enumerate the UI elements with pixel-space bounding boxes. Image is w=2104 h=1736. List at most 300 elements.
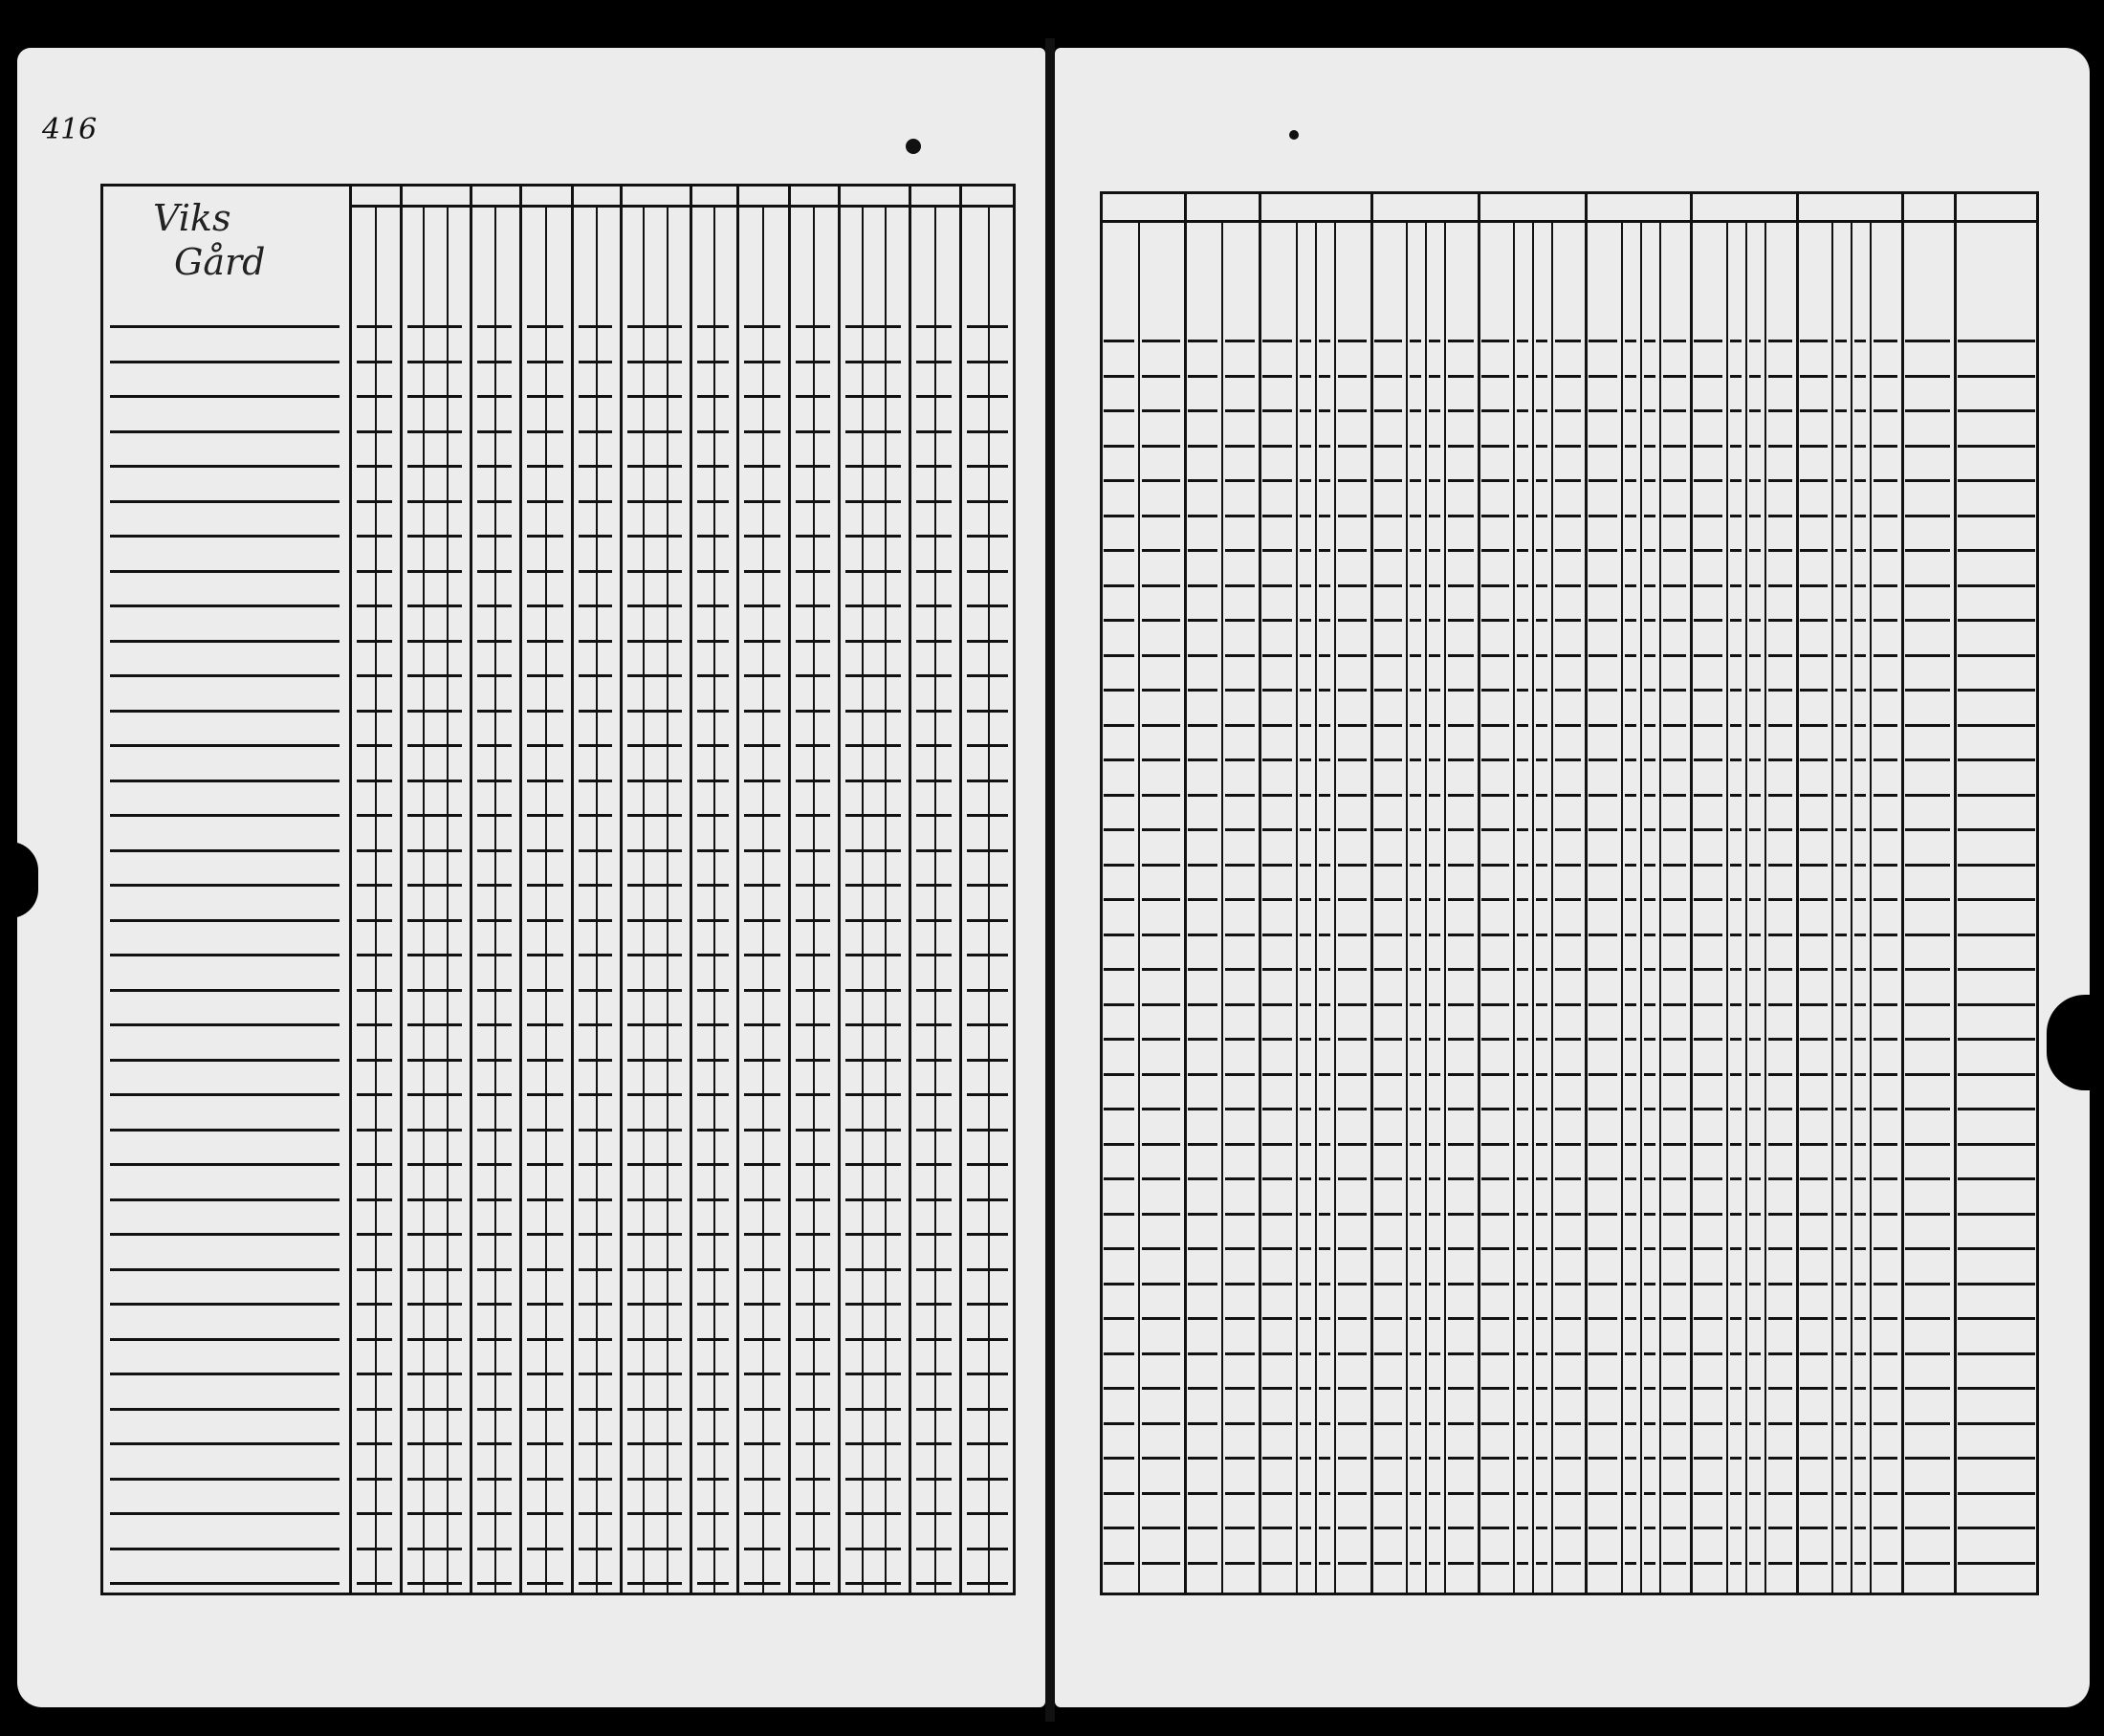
- row-rule: [1854, 1387, 1866, 1390]
- row-rule: [1958, 864, 2035, 867]
- row-rule: [845, 989, 901, 992]
- row-rule: [579, 1338, 612, 1341]
- row-rule: [916, 465, 952, 468]
- row-rule: [697, 1093, 729, 1096]
- row-rule: [1958, 724, 2035, 727]
- row-rule: [1429, 1422, 1440, 1425]
- row-rule: [1555, 409, 1581, 412]
- row-rule: [477, 1512, 512, 1515]
- row-rule: [916, 640, 952, 643]
- row-rule: [1410, 515, 1421, 517]
- row-rule: [1300, 1422, 1311, 1425]
- row-rule: [1694, 724, 1722, 727]
- row-rule: [407, 361, 462, 363]
- row-rule: [357, 1303, 392, 1306]
- row-rule: [110, 1268, 340, 1271]
- row-rule: [1142, 375, 1180, 378]
- row-rule: [1410, 1387, 1421, 1390]
- row-rule: [1338, 654, 1367, 657]
- row-rule: [967, 1512, 1008, 1515]
- row-rule: [1517, 549, 1528, 552]
- row-rule: [1319, 654, 1330, 657]
- row-rule: [1749, 654, 1761, 657]
- row-rule: [845, 919, 901, 922]
- row-rule: [1536, 828, 1547, 831]
- row-rule: [1517, 1352, 1528, 1355]
- row-rule: [1694, 794, 1722, 797]
- row-rule: [1188, 340, 1217, 342]
- row-rule: [527, 500, 563, 503]
- row-rule: [1905, 1527, 1950, 1529]
- row-rule: [1319, 340, 1330, 342]
- row-rule: [1749, 340, 1761, 342]
- subcolumn-rule: [1296, 222, 1298, 1595]
- row-rule: [1589, 409, 1617, 412]
- row-rule: [1410, 758, 1421, 761]
- row-rule: [1481, 1387, 1509, 1390]
- row-rule: [1429, 584, 1440, 587]
- row-rule: [697, 430, 729, 433]
- row-rule: [1854, 1352, 1866, 1355]
- row-rule: [1958, 409, 2035, 412]
- row-rule: [916, 954, 952, 956]
- row-rule: [1448, 1562, 1474, 1565]
- row-rule: [1694, 689, 1722, 692]
- subcolumn-rule: [1138, 222, 1140, 1595]
- row-rule: [796, 849, 830, 852]
- row-rule: [1481, 689, 1509, 692]
- row-rule: [967, 1023, 1008, 1026]
- row-rule: [1768, 1003, 1792, 1006]
- row-rule: [1448, 1422, 1474, 1425]
- row-rule: [407, 744, 462, 747]
- row-rule: [916, 1373, 952, 1375]
- row-rule: [1300, 758, 1311, 761]
- row-rule: [477, 570, 512, 573]
- row-rule: [1319, 898, 1330, 901]
- row-rule: [916, 1303, 952, 1306]
- row-rule: [1835, 445, 1847, 448]
- row-rule: [1188, 1457, 1217, 1460]
- row-rule: [1374, 1352, 1402, 1355]
- row-rule: [1625, 1213, 1636, 1216]
- row-rule: [1694, 1247, 1722, 1250]
- row-rule: [1800, 1352, 1828, 1355]
- row-rule: [1300, 619, 1311, 622]
- row-rule: [796, 361, 830, 363]
- row-rule: [1410, 1457, 1421, 1460]
- row-rule: [796, 1582, 830, 1585]
- row-rule: [1749, 794, 1761, 797]
- row-rule: [1768, 619, 1792, 622]
- row-rule: [1374, 828, 1402, 831]
- row-rule: [1800, 409, 1828, 412]
- row-rule: [1448, 1457, 1474, 1460]
- row-rule: [796, 570, 830, 573]
- row-rule: [1555, 758, 1581, 761]
- row-rule: [1188, 1317, 1217, 1320]
- row-rule: [357, 604, 392, 607]
- row-rule: [1319, 1038, 1330, 1041]
- column-rule: [1954, 191, 1957, 1595]
- row-rule: [1429, 794, 1440, 797]
- row-rule: [967, 325, 1008, 328]
- row-rule: [1835, 1492, 1847, 1495]
- row-rule: [1374, 1317, 1402, 1320]
- row-rule: [1225, 758, 1255, 761]
- row-rule: [1694, 934, 1722, 936]
- row-rule: [1429, 515, 1440, 517]
- row-rule: [1874, 864, 1897, 867]
- row-rule: [1854, 898, 1866, 901]
- row-rule: [1338, 1283, 1367, 1286]
- row-rule: [110, 1023, 340, 1026]
- row-rule: [1225, 864, 1255, 867]
- row-rule: [1142, 1038, 1180, 1041]
- row-rule: [1104, 1422, 1134, 1425]
- row-rule: [1410, 1108, 1421, 1110]
- row-rule: [1142, 1177, 1180, 1180]
- row-rule: [1625, 1247, 1636, 1250]
- row-rule: [1429, 1143, 1440, 1146]
- row-rule: [1481, 724, 1509, 727]
- row-rule: [477, 1129, 512, 1132]
- row-rule: [1104, 1317, 1134, 1320]
- row-rule: [477, 535, 512, 538]
- row-rule: [1800, 828, 1828, 831]
- row-rule: [627, 640, 682, 643]
- row-rule: [1481, 1003, 1509, 1006]
- row-rule: [579, 1548, 612, 1550]
- row-rule: [1854, 375, 1866, 378]
- row-rule: [967, 1129, 1008, 1132]
- row-rule: [1300, 1038, 1311, 1041]
- row-rule: [407, 1338, 462, 1341]
- row-rule: [1835, 724, 1847, 727]
- row-rule: [1448, 864, 1474, 867]
- row-rule: [1749, 549, 1761, 552]
- row-rule: [744, 640, 780, 643]
- row-rule: [1142, 1422, 1180, 1425]
- row-rule: [1589, 445, 1617, 448]
- row-rule: [1225, 934, 1255, 936]
- row-rule: [477, 1408, 512, 1411]
- row-rule: [527, 919, 563, 922]
- row-rule: [1749, 1527, 1761, 1529]
- row-rule: [1644, 724, 1655, 727]
- row-rule: [627, 1373, 682, 1375]
- row-rule: [627, 1233, 682, 1236]
- row-rule: [1854, 1247, 1866, 1250]
- row-rule: [1142, 1283, 1180, 1286]
- row-rule: [1410, 864, 1421, 867]
- row-rule: [845, 570, 901, 573]
- row-rule: [1694, 1108, 1722, 1110]
- row-rule: [1555, 1317, 1581, 1320]
- row-rule: [1517, 1562, 1528, 1565]
- row-rule: [697, 1442, 729, 1445]
- row-rule: [407, 640, 462, 643]
- row-rule: [916, 1059, 952, 1062]
- row-rule: [1730, 1422, 1742, 1425]
- row-rule: [744, 1059, 780, 1062]
- row-rule: [845, 500, 901, 503]
- row-rule: [1536, 1108, 1547, 1110]
- row-rule: [357, 884, 392, 887]
- row-rule: [477, 954, 512, 956]
- row-rule: [1188, 1527, 1217, 1529]
- row-rule: [1300, 584, 1311, 587]
- row-rule: [1300, 1213, 1311, 1216]
- row-rule: [1854, 409, 1866, 412]
- row-rule: [1958, 1143, 2035, 1146]
- row-rule: [1958, 1038, 2035, 1041]
- row-rule: [1589, 1492, 1617, 1495]
- row-rule: [579, 1023, 612, 1026]
- row-rule: [357, 954, 392, 956]
- row-rule: [1300, 1562, 1311, 1565]
- row-rule: [1410, 828, 1421, 831]
- row-rule: [697, 1373, 729, 1375]
- row-rule: [1730, 1457, 1742, 1460]
- row-rule: [1749, 1143, 1761, 1146]
- row-rule: [967, 361, 1008, 363]
- row-rule: [1768, 1317, 1792, 1320]
- row-rule: [1338, 1143, 1367, 1146]
- row-rule: [1142, 1562, 1180, 1565]
- row-rule: [1517, 724, 1528, 727]
- row-rule: [1644, 479, 1655, 482]
- column-rule: [1796, 191, 1799, 1595]
- row-rule: [1800, 1283, 1828, 1286]
- row-rule: [744, 604, 780, 607]
- row-rule: [579, 919, 612, 922]
- row-rule: [1338, 549, 1367, 552]
- row-rule: [1958, 1108, 2035, 1110]
- row-rule: [1800, 375, 1828, 378]
- row-rule: [1338, 1562, 1367, 1565]
- row-rule: [357, 674, 392, 677]
- row-rule: [1749, 934, 1761, 936]
- row-rule: [697, 1198, 729, 1201]
- row-rule: [916, 1233, 952, 1236]
- row-rule: [1517, 445, 1528, 448]
- row-rule: [1536, 1317, 1547, 1320]
- row-rule: [579, 361, 612, 363]
- row-rule: [1338, 1073, 1367, 1076]
- row-rule: [1225, 1143, 1255, 1146]
- row-rule: [1448, 1108, 1474, 1110]
- row-rule: [1555, 1143, 1581, 1146]
- row-rule: [1225, 515, 1255, 517]
- row-rule: [1800, 340, 1828, 342]
- row-rule: [1536, 689, 1547, 692]
- column-rule: [1259, 191, 1261, 1595]
- row-rule: [1835, 794, 1847, 797]
- row-rule: [1188, 1177, 1217, 1180]
- column-rule: [620, 184, 623, 1595]
- row-rule: [845, 1023, 901, 1026]
- row-rule: [1589, 1177, 1617, 1180]
- row-rule: [1536, 479, 1547, 482]
- row-rule: [796, 395, 830, 398]
- row-rule: [1958, 758, 2035, 761]
- row-rule: [1768, 689, 1792, 692]
- row-rule: [1338, 864, 1367, 867]
- row-rule: [1429, 934, 1440, 936]
- row-rule: [916, 1163, 952, 1166]
- row-rule: [1104, 1352, 1134, 1355]
- row-rule: [1374, 1073, 1402, 1076]
- row-rule: [1374, 794, 1402, 797]
- row-rule: [407, 1303, 462, 1306]
- row-rule: [744, 361, 780, 363]
- row-rule: [1854, 1143, 1866, 1146]
- row-rule: [1262, 375, 1292, 378]
- row-rule: [1800, 1003, 1828, 1006]
- row-rule: [1835, 340, 1847, 342]
- column-rule: [1184, 191, 1187, 1595]
- row-rule: [477, 361, 512, 363]
- row-rule: [967, 780, 1008, 782]
- row-rule: [967, 1303, 1008, 1306]
- row-rule: [1694, 1073, 1722, 1076]
- row-rule: [1768, 898, 1792, 901]
- row-rule: [1262, 864, 1292, 867]
- row-rule: [1874, 828, 1897, 831]
- row-rule: [407, 954, 462, 956]
- row-rule: [1835, 758, 1847, 761]
- row-rule: [1663, 898, 1686, 901]
- row-rule: [579, 640, 612, 643]
- row-rule: [796, 1268, 830, 1271]
- row-rule: [1835, 584, 1847, 587]
- row-rule: [796, 325, 830, 328]
- row-rule: [527, 1512, 563, 1515]
- row-rule: [1589, 340, 1617, 342]
- row-rule: [967, 814, 1008, 817]
- row-rule: [744, 535, 780, 538]
- row-rule: [110, 535, 340, 538]
- row-rule: [1517, 898, 1528, 901]
- row-rule: [1749, 375, 1761, 378]
- row-rule: [407, 325, 462, 328]
- row-rule: [1905, 1213, 1950, 1216]
- row-rule: [1694, 1527, 1722, 1529]
- row-rule: [1663, 1527, 1686, 1529]
- row-rule: [1536, 1387, 1547, 1390]
- row-rule: [796, 604, 830, 607]
- row-rule: [697, 1548, 729, 1550]
- row-rule: [1429, 1492, 1440, 1495]
- row-rule: [1958, 654, 2035, 657]
- row-rule: [1768, 1527, 1792, 1529]
- row-rule: [1262, 1283, 1292, 1286]
- row-rule: [1958, 1492, 2035, 1495]
- row-rule: [627, 1338, 682, 1341]
- row-rule: [1448, 375, 1474, 378]
- row-rule: [697, 1023, 729, 1026]
- row-rule: [527, 814, 563, 817]
- row-rule: [1300, 1317, 1311, 1320]
- row-rule: [1625, 584, 1636, 587]
- row-rule: [1555, 898, 1581, 901]
- subcolumn-rule: [1745, 222, 1747, 1595]
- row-rule: [1225, 1527, 1255, 1529]
- row-rule: [1429, 1283, 1440, 1286]
- row-rule: [1800, 1108, 1828, 1110]
- row-rule: [1300, 515, 1311, 517]
- row-rule: [110, 849, 340, 852]
- row-rule: [110, 1478, 340, 1481]
- row-rule: [1300, 1457, 1311, 1460]
- row-rule: [1338, 1457, 1367, 1460]
- row-rule: [357, 1023, 392, 1026]
- row-rule: [1517, 1247, 1528, 1250]
- row-rule: [1835, 898, 1847, 901]
- row-rule: [1536, 1177, 1547, 1180]
- row-rule: [1104, 828, 1134, 831]
- row-rule: [1225, 445, 1255, 448]
- row-rule: [357, 814, 392, 817]
- row-rule: [1410, 1317, 1421, 1320]
- row-rule: [1768, 1387, 1792, 1390]
- row-rule: [357, 1408, 392, 1411]
- row-rule: [1958, 1562, 2035, 1565]
- subcolumn-rule: [934, 205, 936, 1595]
- row-rule: [1338, 1213, 1367, 1216]
- row-rule: [1730, 479, 1742, 482]
- row-rule: [916, 849, 952, 852]
- row-rule: [1749, 1283, 1761, 1286]
- row-rule: [527, 535, 563, 538]
- row-rule: [1854, 1003, 1866, 1006]
- row-rule: [796, 430, 830, 433]
- row-rule: [697, 640, 729, 643]
- row-rule: [1517, 1073, 1528, 1076]
- row-rule: [1225, 479, 1255, 482]
- row-rule: [527, 1233, 563, 1236]
- row-rule: [1262, 584, 1292, 587]
- row-rule: [1835, 1387, 1847, 1390]
- row-rule: [1338, 1108, 1367, 1110]
- row-rule: [1481, 1143, 1509, 1146]
- row-rule: [1481, 1108, 1509, 1110]
- row-rule: [627, 674, 682, 677]
- row-rule: [627, 954, 682, 956]
- row-rule: [1536, 515, 1547, 517]
- row-rule: [1188, 968, 1217, 971]
- row-rule: [1768, 375, 1792, 378]
- subcolumn-rule: [1334, 222, 1336, 1595]
- row-rule: [527, 325, 563, 328]
- row-rule: [1319, 724, 1330, 727]
- row-rule: [357, 1093, 392, 1096]
- row-rule: [1319, 1283, 1330, 1286]
- row-rule: [1225, 1352, 1255, 1355]
- row-rule: [1768, 1247, 1792, 1250]
- row-rule: [1854, 515, 1866, 517]
- row-rule: [579, 1059, 612, 1062]
- row-rule: [1338, 619, 1367, 622]
- row-rule: [1958, 794, 2035, 797]
- row-rule: [1905, 1562, 1950, 1565]
- row-rule: [1338, 898, 1367, 901]
- row-rule: [1104, 934, 1134, 936]
- row-rule: [1854, 758, 1866, 761]
- row-rule: [1800, 1317, 1828, 1320]
- row-rule: [1905, 898, 1950, 901]
